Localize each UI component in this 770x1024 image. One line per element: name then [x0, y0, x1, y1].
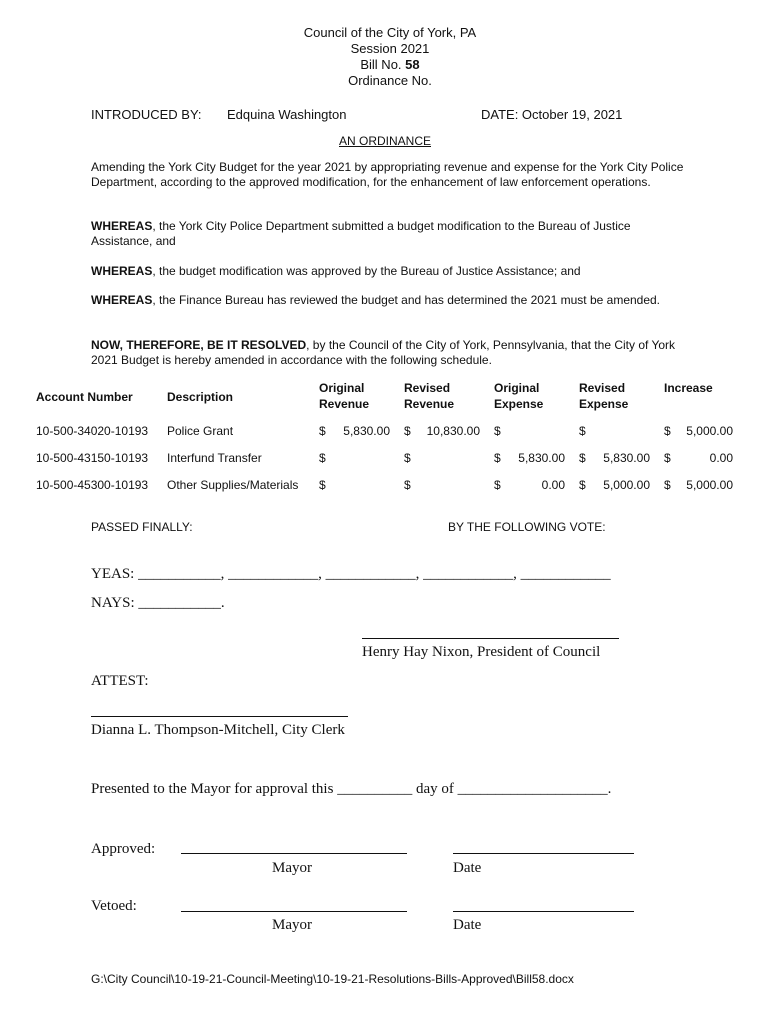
resolved-text: , by the Council of the City of York, Pennsylvania, that the City of York 2021 Budget is hereby amended in accordance with the following schedule.	[91, 338, 676, 367]
account-number-cell: 10-500-43150-10193	[36, 451, 149, 465]
purpose-paragraph: Amending the York City Budget for the year 2021 by appropriating revenue and expense for the York City Police Department, according to the approved modification, for the enhancement of law enforcement operations.	[91, 160, 684, 189]
whereas-paragraph-1	[91, 219, 691, 249]
president-signature-line	[362, 638, 619, 639]
vote-label: BY THE FOLLOWING VOTE:	[448, 520, 606, 534]
header-line: Revised	[404, 381, 451, 395]
ordinance-heading: AN ORDINANCE	[338, 134, 431, 148]
presented-line: Presented to the Mayor for approval this __________ day of ____________________.	[91, 781, 612, 797]
currency-symbol: $	[404, 451, 411, 465]
increase-cell: 0.00	[709, 451, 733, 465]
increase-cell: 5,000.00	[686, 478, 733, 492]
rev-exp-cell: 5,830.00	[603, 451, 650, 465]
introduced-by-label: INTRODUCED BY:	[91, 107, 202, 122]
description-cell: Police Grant	[167, 424, 234, 438]
header-original-revenue	[319, 380, 369, 412]
header-account-number: Account Number	[36, 390, 133, 404]
resolved-label: NOW, THEREFORE, BE IT RESOLVED	[91, 338, 307, 352]
resolved-paragraph	[91, 338, 691, 368]
currency-symbol: $	[404, 478, 411, 492]
whereas-text: , the York City Police Department submitted a budget modification to the Bureau of Justice Assistance, and	[91, 219, 631, 248]
header-description: Description	[167, 390, 234, 404]
vetoed-date-label: Date	[453, 917, 482, 933]
introduced-by-name: Edquina Washington	[227, 107, 347, 122]
council-title: Council of the City of York, PA	[303, 25, 477, 40]
rev-exp-cell: 5,000.00	[603, 478, 650, 492]
header-line: Revenue	[319, 397, 370, 411]
header-increase: Increase	[664, 381, 713, 395]
approved-label: Approved:	[91, 841, 156, 857]
document-header	[0, 25, 770, 89]
file-path-footer: G:\City Council\10-19-21-Council-Meeting\10-19-21-Resolutions-Bills-Approved\Bill58.docx	[91, 972, 574, 986]
currency-symbol: $	[579, 424, 586, 438]
approved-mayor-line	[181, 853, 407, 854]
increase-cell: 5,000.00	[686, 424, 733, 438]
account-number-cell: 10-500-45300-10193	[36, 478, 149, 492]
whereas-text: , the budget modification was approved by the Bureau of Justice Assistance; and	[152, 264, 581, 278]
header-line: Original	[494, 381, 540, 395]
session-line: Session 2021	[350, 41, 430, 56]
vetoed-mayor-label: Mayor	[272, 917, 312, 933]
bill-prefix: Bill No.	[360, 57, 406, 72]
currency-symbol: $	[579, 478, 586, 492]
description-cell: Interfund Transfer	[167, 451, 262, 465]
vetoed-date-line	[453, 911, 634, 912]
whereas-label: WHEREAS	[91, 293, 153, 307]
clerk-signature-line	[91, 716, 348, 717]
currency-symbol: $	[319, 478, 326, 492]
vetoed-label: Vetoed:	[91, 898, 137, 914]
description-cell: Other Supplies/Materials	[167, 478, 299, 492]
header-revised-expense	[579, 380, 628, 412]
rev-rev-cell: 10,830.00	[426, 424, 480, 438]
introduced-date: DATE: October 19, 2021	[481, 107, 623, 122]
currency-symbol: $	[404, 424, 411, 438]
currency-symbol: $	[494, 451, 501, 465]
currency-symbol: $	[664, 478, 671, 492]
header-line: Expense	[579, 397, 629, 411]
president-name: Henry Hay Nixon, President of Council	[362, 644, 601, 660]
account-number-cell: 10-500-34020-10193	[36, 424, 149, 438]
header-original-expense	[494, 380, 543, 412]
nays-line: NAYS: ___________.	[91, 595, 225, 611]
ordinance-line: Ordinance No.	[348, 73, 432, 88]
clerk-name: Dianna L. Thompson-Mitchell, City Clerk	[91, 722, 345, 738]
whereas-paragraph-3	[91, 293, 691, 308]
currency-symbol: $	[664, 424, 671, 438]
bill-line	[0, 57, 770, 73]
currency-symbol: $	[494, 478, 501, 492]
header-line: Expense	[494, 397, 544, 411]
currency-symbol: $	[319, 424, 326, 438]
passed-finally-label: PASSED FINALLY:	[91, 520, 193, 534]
vetoed-mayor-line	[181, 911, 407, 912]
whereas-label: WHEREAS	[91, 219, 153, 233]
orig-rev-cell: 5,830.00	[343, 424, 390, 438]
orig-exp-cell: 5,830.00	[518, 451, 565, 465]
approved-date-label: Date	[453, 860, 482, 876]
orig-exp-cell: 0.00	[541, 478, 565, 492]
yeas-line: YEAS: ___________, ____________, ____________, ____________, ____________	[91, 566, 611, 582]
currency-symbol: $	[319, 451, 326, 465]
attest-label: ATTEST:	[91, 673, 149, 689]
currency-symbol: $	[579, 451, 586, 465]
whereas-label: WHEREAS	[91, 264, 153, 278]
approved-date-line	[453, 853, 634, 854]
bill-number: 58	[405, 57, 420, 72]
header-line: Revenue	[404, 397, 455, 411]
currency-symbol: $	[664, 451, 671, 465]
approved-mayor-label: Mayor	[272, 860, 312, 876]
header-revised-revenue	[404, 380, 454, 412]
header-line: Revised	[579, 381, 626, 395]
whereas-paragraph-2	[91, 264, 691, 279]
whereas-text: , the Finance Bureau has reviewed the budget and has determined the 2021 must be amended.	[152, 293, 661, 307]
header-line: Original	[319, 381, 365, 395]
currency-symbol: $	[494, 424, 501, 438]
